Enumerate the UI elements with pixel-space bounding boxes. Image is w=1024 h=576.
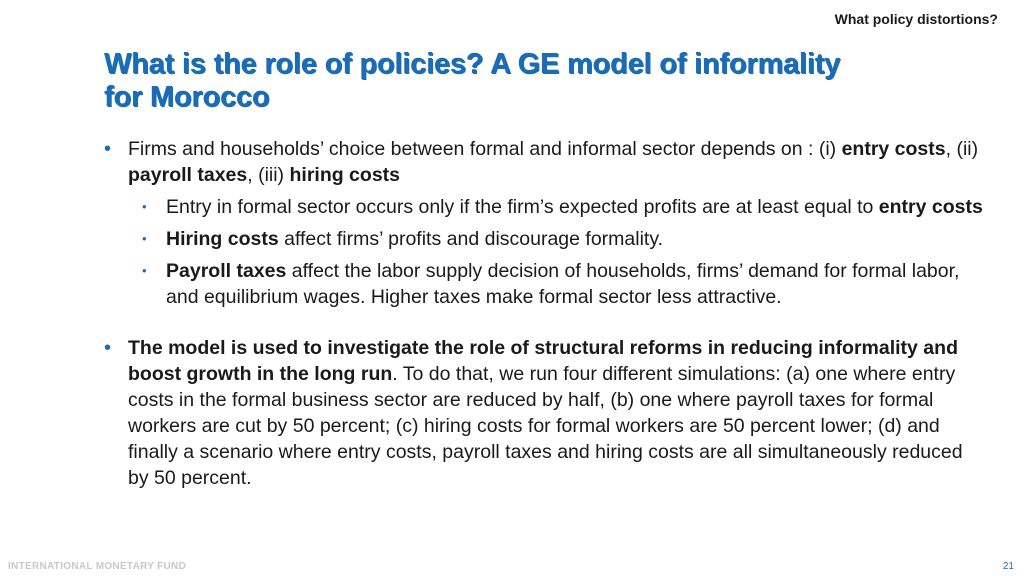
sub-bullet-text: Payroll taxes affect the labor supply decision of households, firms’ demand for formal labor, and equilibrium wages. Higher taxes make formal sector less attractive. [166, 260, 960, 308]
bullet-dot-icon: • [104, 138, 112, 160]
sub-bullet-payroll [104, 258, 984, 310]
sub-bullet-dot-icon: • [142, 231, 147, 246]
footer-organization: INTERNATIONAL MONETARY FUND [8, 561, 187, 572]
sub-bullet-list [104, 194, 984, 310]
bullet-dot-icon: • [104, 337, 112, 359]
sub-bullet-text: Entry in formal sector occurs only if the firm’s expected profits are at least equal to entry costs [166, 196, 983, 218]
slide-title: What is the role of policies? A GE model of informality for Morocco [104, 48, 841, 113]
sub-bullet-dot-icon: • [142, 263, 147, 278]
bullet-choice-determinants [104, 136, 984, 188]
section-tag: What policy distortions? [834, 11, 998, 27]
sub-bullet-dot-icon: • [142, 199, 147, 214]
bullet-text: The model is used to investigate the role of structural reforms in reducing informality and boost growth in the long run. To do that, we run four different simulations: (a) one where entry costs in the formal business sector are reduced by half, (b) one where payroll taxes for formal workers are cut by 50 percent; (c) hiring costs for formal workers are 50 percent lower; (d) and finally a scenario where entry costs, payroll taxes and hiring costs are all simultaneously reduced by 50 percent. [128, 337, 963, 489]
bullet-model-simulations [104, 335, 984, 491]
page-number: 21 [1002, 561, 1014, 572]
bullet-text: Firms and households’ choice between formal and informal sector depends on : (i) entry costs, (ii) payroll taxes, (iii) hiring costs [128, 138, 979, 186]
slide-content [104, 136, 984, 491]
sub-bullet-entry [104, 194, 984, 220]
sub-bullet-text: Hiring costs affect firms’ profits and discourage formality. [166, 228, 664, 250]
sub-bullet-hiring [104, 226, 984, 252]
